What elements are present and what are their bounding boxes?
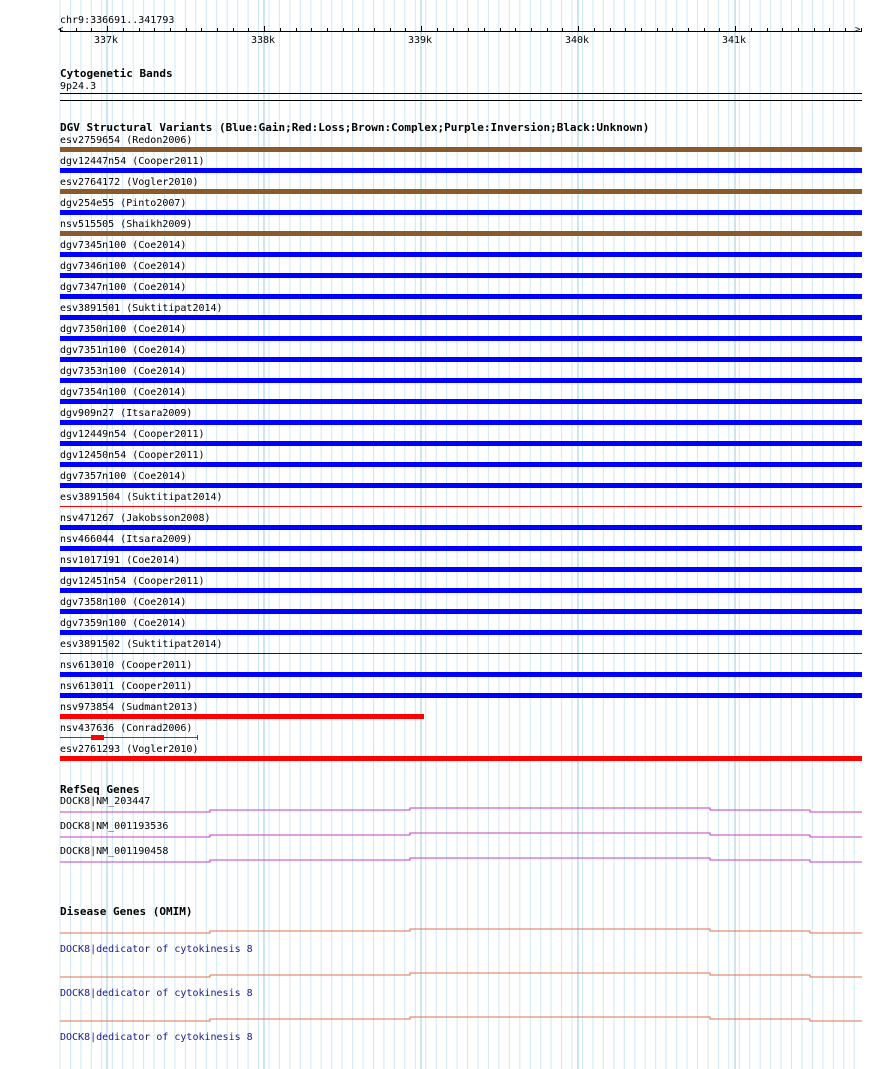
omim-gene-model[interactable]: [0, 1015, 890, 1025]
refseq-track-title[interactable]: RefSeq Genes: [60, 783, 140, 796]
refseq-gene-model[interactable]: [0, 807, 890, 817]
ruler-tick-label: 337k: [94, 35, 119, 46]
dgv-variant-label[interactable]: nsv613010 (Cooper2011): [60, 660, 193, 671]
ruler-minor-tick: [248, 28, 249, 31]
dgv-variant-bar[interactable]: [60, 189, 862, 194]
dgv-variant-bar[interactable]: [60, 630, 862, 635]
dgv-variant-label[interactable]: dgv7359n100 (Coe2014): [60, 618, 187, 629]
dgv-variant-bar[interactable]: [60, 399, 862, 404]
ruler-minor-tick: [405, 28, 406, 31]
ruler-minor-tick: [170, 28, 171, 31]
dgv-variant-label[interactable]: esv3891501 (Suktitipat2014): [60, 303, 223, 314]
ruler-minor-tick: [76, 28, 77, 31]
ruler-minor-tick: [437, 28, 438, 31]
dgv-variant-label[interactable]: nsv466044 (Itsara2009): [60, 534, 193, 545]
ruler-minor-tick: [829, 28, 830, 31]
dgv-variant-label[interactable]: nsv613011 (Cooper2011): [60, 681, 193, 692]
dgv-variant-label[interactable]: esv3891504 (Suktitipat2014): [60, 492, 223, 503]
refseq-gene-label[interactable]: DOCK8|NM_001193536: [60, 821, 169, 832]
dgv-variant-bar[interactable]: [60, 231, 862, 236]
refseq-gene-label[interactable]: DOCK8|NM_001190458: [60, 846, 169, 857]
ruler-minor-tick: [547, 28, 548, 31]
ruler-minor-tick: [484, 28, 485, 31]
position-label: chr9:336691..341793: [60, 15, 175, 26]
cytoband-line-bottom: [60, 100, 862, 101]
dgv-track-title[interactable]: DGV Structural Variants (Blue:Gain;Red:Loss;Brown:Complex;Purple:Inversion;Black:Unknown): [60, 121, 650, 134]
dgv-variant-bar[interactable]: [60, 588, 862, 593]
ruler-minor-tick: [610, 28, 611, 31]
dgv-variant-bar[interactable]: [60, 210, 862, 215]
dgv-variant-label[interactable]: esv2759654 (Redon2006): [60, 135, 193, 146]
ruler-minor-tick: [327, 28, 328, 31]
dgv-variant-bar[interactable]: [60, 609, 862, 614]
dgv-variant-bar[interactable]: [60, 525, 862, 530]
omim-gene-label[interactable]: DOCK8|dedicator of cytokinesis 8: [60, 944, 253, 955]
dgv-variant-bar[interactable]: [60, 273, 862, 278]
ruler-minor-tick: [280, 28, 281, 31]
ruler-minor-tick: [562, 28, 563, 31]
ruler-major-tick: [578, 26, 579, 32]
dgv-variant-bar[interactable]: [60, 714, 424, 719]
dgv-variant-label[interactable]: dgv7357n100 (Coe2014): [60, 471, 187, 482]
dgv-variant-bar[interactable]: [60, 420, 862, 425]
ruler-minor-tick: [625, 28, 626, 31]
dgv-variant-bar[interactable]: [60, 756, 862, 761]
ruler-tick-label: 338k: [251, 35, 276, 46]
ruler-minor-tick: [296, 28, 297, 31]
refseq-gene-label[interactable]: DOCK8|NM_203447: [60, 796, 151, 807]
dgv-variant-label[interactable]: nsv515505 (Shaikh2009): [60, 219, 193, 230]
dgv-variant-bar[interactable]: [60, 357, 862, 362]
dgv-variant-label[interactable]: dgv7346n100 (Coe2014): [60, 261, 187, 272]
dgv-variant-label[interactable]: dgv12449n54 (Cooper2011): [60, 429, 205, 440]
ruler-minor-tick: [641, 28, 642, 31]
ruler-minor-tick: [139, 28, 140, 31]
dgv-variant-bar[interactable]: [60, 483, 862, 488]
ruler-minor-tick: [861, 28, 862, 31]
ruler-minor-tick: [798, 28, 799, 31]
dgv-variant-bar[interactable]: [60, 737, 198, 738]
dgv-variant-end-tick: [197, 735, 198, 740]
ruler-minor-tick: [390, 28, 391, 31]
dgv-variant-label[interactable]: nsv471267 (Jakobsson2008): [60, 513, 211, 524]
dgv-variant-label[interactable]: esv2764172 (Vogler2010): [60, 177, 199, 188]
dgv-variant-bar[interactable]: [60, 546, 862, 551]
dgv-variant-bar[interactable]: [60, 378, 862, 383]
ruler-minor-tick: [500, 28, 501, 31]
cytoband-line-top: [60, 93, 862, 94]
ruler-minor-tick: [311, 28, 312, 31]
dgv-variant-label[interactable]: dgv12447n54 (Cooper2011): [60, 156, 205, 167]
dgv-variant-label[interactable]: nsv437636 (Conrad2006): [60, 723, 193, 734]
dgv-variant-label[interactable]: esv3891502 (Suktitipat2014): [60, 639, 223, 650]
dgv-variant-label[interactable]: dgv7350n100 (Coe2014): [60, 324, 187, 335]
ruler-minor-tick: [358, 28, 359, 31]
dgv-variant-bar[interactable]: [60, 336, 862, 341]
dgv-variant-label[interactable]: esv2761293 (Vogler2010): [60, 744, 199, 755]
left-arrow-icon[interactable]: <: [58, 25, 64, 35]
ruler-minor-tick: [845, 28, 846, 31]
ruler-minor-tick: [657, 28, 658, 31]
ruler-minor-tick: [374, 28, 375, 31]
dgv-variant-label[interactable]: dgv7353n100 (Coe2014): [60, 366, 187, 377]
dgv-variant-bar[interactable]: [60, 252, 862, 257]
ruler-minor-tick: [91, 28, 92, 31]
right-arrow-icon[interactable]: >: [855, 25, 861, 35]
omim-gene-model[interactable]: [0, 927, 890, 937]
ruler-minor-tick: [782, 28, 783, 31]
dgv-variant-label[interactable]: dgv7347n100 (Coe2014): [60, 282, 187, 293]
ruler-minor-tick: [688, 28, 689, 31]
dgv-variant-label[interactable]: dgv7351n100 (Coe2014): [60, 345, 187, 356]
dgv-variant-block[interactable]: [91, 735, 104, 740]
ruler-tick-label: 340k: [565, 35, 590, 46]
dgv-variant-label[interactable]: dgv909n27 (Itsara2009): [60, 408, 193, 419]
refseq-gene-model[interactable]: [0, 857, 890, 867]
ruler-major-tick: [421, 26, 422, 32]
dgv-variant-label[interactable]: dgv7345n100 (Coe2014): [60, 240, 187, 251]
ruler-tick-label: 341k: [722, 35, 747, 46]
ruler-minor-tick: [704, 28, 705, 31]
ruler-minor-tick: [233, 28, 234, 31]
ruler-minor-tick: [531, 28, 532, 31]
ruler-minor-tick: [468, 28, 469, 31]
omim-gene-label[interactable]: DOCK8|dedicator of cytokinesis 8: [60, 988, 253, 999]
ruler-minor-tick: [217, 28, 218, 31]
dgv-variant-bar[interactable]: [60, 315, 862, 320]
omim-track-title[interactable]: Disease Genes (OMIM): [60, 905, 193, 918]
dgv-variant-label[interactable]: nsv1017191 (Coe2014): [60, 555, 181, 566]
ruler-minor-tick: [123, 28, 124, 31]
ruler-major-tick: [264, 26, 265, 32]
dgv-variant-label[interactable]: dgv12450n54 (Cooper2011): [60, 450, 205, 461]
dgv-variant-label[interactable]: dgv7358n100 (Coe2014): [60, 597, 187, 608]
dgv-variant-bar[interactable]: [60, 147, 862, 152]
dgv-variant-bar[interactable]: [60, 168, 862, 173]
dgv-variant-label[interactable]: dgv254e55 (Pinto2007): [60, 198, 187, 209]
dgv-variant-label[interactable]: nsv973854 (Sudmant2013): [60, 702, 199, 713]
dgv-variant-bar[interactable]: [60, 294, 862, 299]
dgv-variant-bar[interactable]: [60, 506, 862, 507]
omim-gene-label[interactable]: DOCK8|dedicator of cytokinesis 8: [60, 1032, 253, 1043]
ruler-minor-tick: [672, 28, 673, 31]
ruler-minor-tick: [201, 28, 202, 31]
omim-gene-model[interactable]: [0, 971, 890, 981]
ruler-minor-tick: [343, 28, 344, 31]
cytoband-label: 9p24.3: [60, 81, 97, 92]
cytoband-track-title[interactable]: Cytogenetic Bands: [60, 67, 173, 80]
ruler-minor-tick: [767, 28, 768, 31]
ruler-minor-tick: [594, 28, 595, 31]
ruler-axis: [60, 31, 862, 32]
dgv-variant-label[interactable]: dgv12451n54 (Cooper2011): [60, 576, 205, 587]
ruler-minor-tick: [186, 28, 187, 31]
ruler-minor-tick: [719, 28, 720, 31]
dgv-variant-bar[interactable]: [60, 462, 862, 467]
dgv-variant-label[interactable]: dgv7354n100 (Coe2014): [60, 387, 187, 398]
ruler-minor-tick: [154, 28, 155, 31]
dgv-variant-bar[interactable]: [60, 441, 862, 446]
ruler-minor-tick: [515, 28, 516, 31]
dgv-variant-bar[interactable]: [60, 693, 862, 698]
ruler-major-tick: [107, 26, 108, 32]
refseq-gene-model[interactable]: [0, 832, 890, 842]
ruler-minor-tick: [814, 28, 815, 31]
ruler-minor-tick: [751, 28, 752, 31]
ruler-tick-label: 339k: [408, 35, 433, 46]
dgv-variant-bar[interactable]: [60, 672, 862, 677]
ruler-major-tick: [735, 26, 736, 32]
dgv-variant-bar[interactable]: [60, 653, 862, 654]
ruler-minor-tick: [453, 28, 454, 31]
dgv-variant-bar[interactable]: [60, 567, 862, 572]
